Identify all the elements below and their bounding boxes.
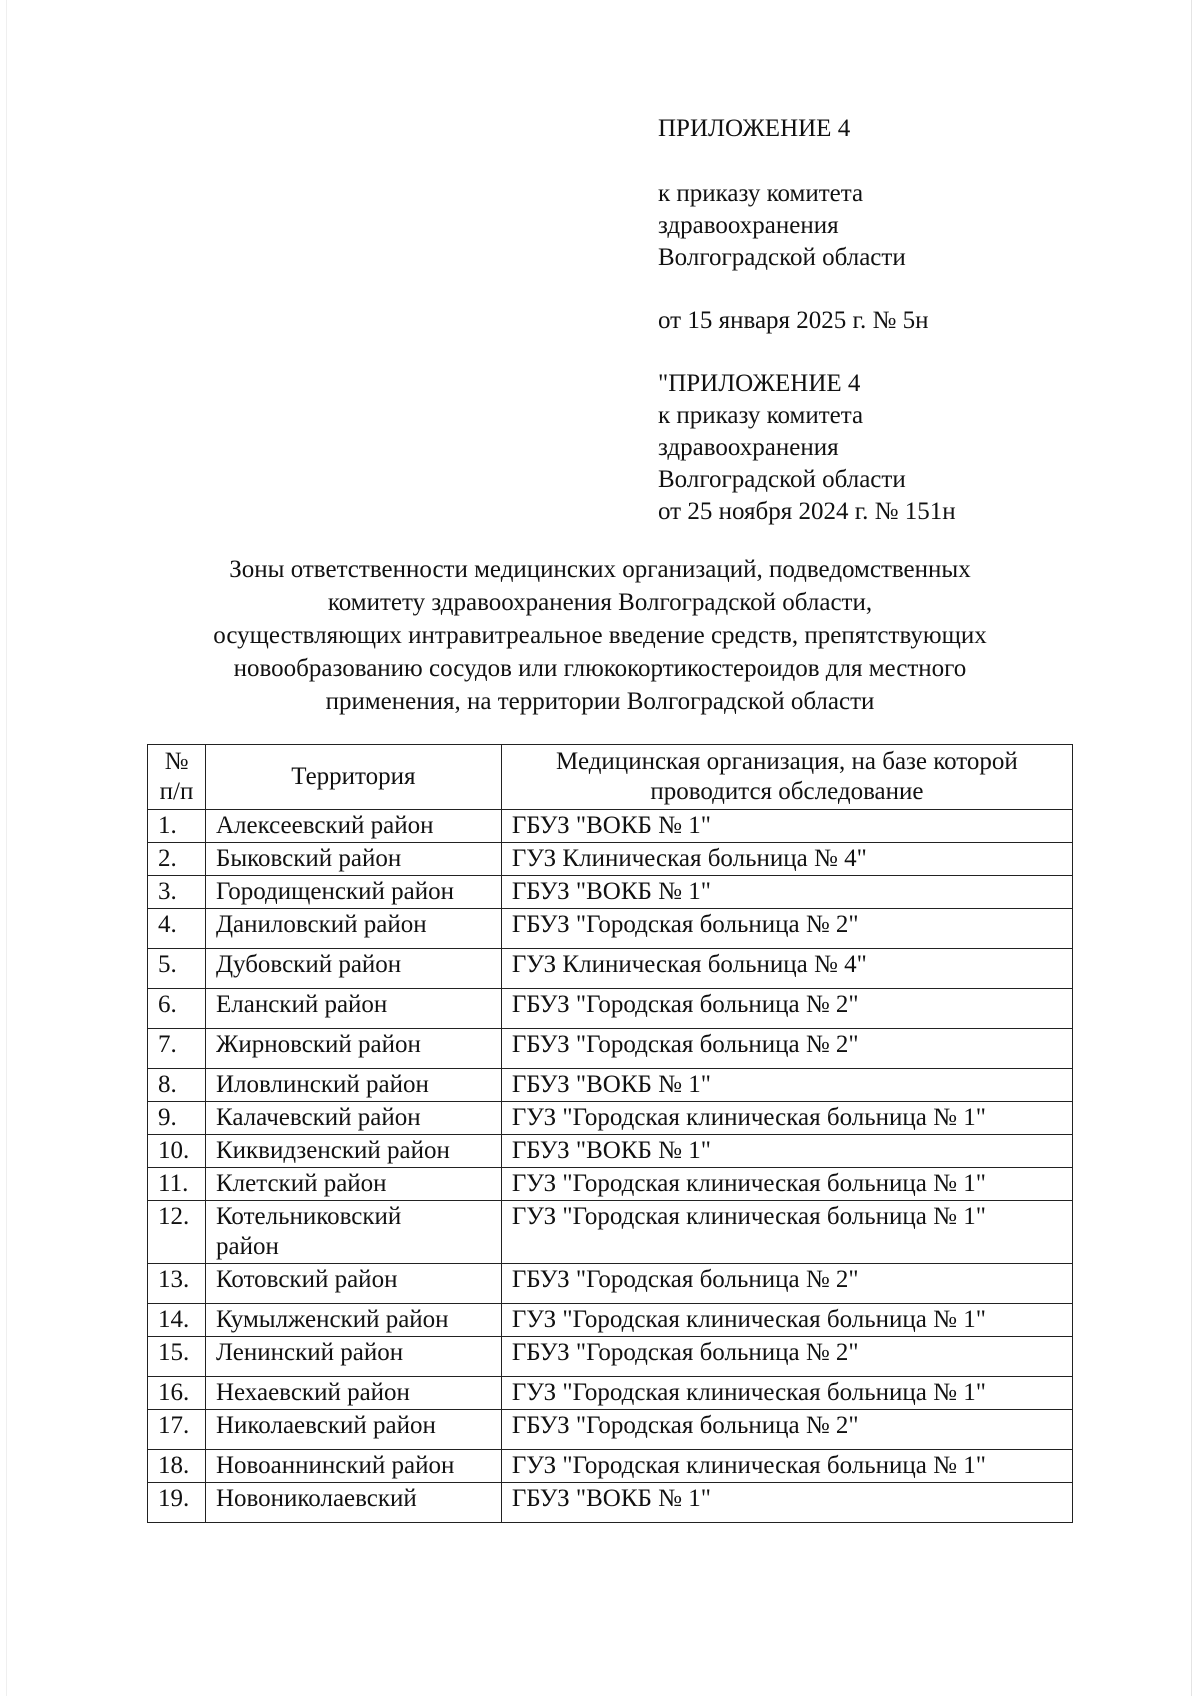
row-territory: Жирновский район bbox=[205, 1029, 501, 1069]
order-reference bbox=[658, 178, 906, 274]
row-organization: ГБУЗ "ВОКБ № 1" bbox=[501, 1483, 1072, 1523]
row-number: 7. bbox=[148, 1029, 206, 1069]
row-organization: ГБУЗ "Городская больница № 2" bbox=[501, 989, 1072, 1029]
prev-appendix-line: от 25 ноября 2024 г. № 151н bbox=[658, 498, 956, 525]
row-organization: ГУЗ "Городская клиническая больница № 1" bbox=[501, 1450, 1072, 1483]
row-organization: ГБУЗ "Городская больница № 2" bbox=[501, 1264, 1072, 1304]
row-territory: Еланский район bbox=[205, 989, 501, 1029]
row-territory: Алексеевский район bbox=[205, 810, 501, 843]
row-organization: ГБУЗ "Городская больница № 2" bbox=[501, 1337, 1072, 1377]
header-org-line1: Медицинская организация, на базе которой bbox=[556, 748, 1018, 775]
table-row bbox=[148, 876, 1073, 909]
prev-appendix-line: Волгоградской области bbox=[658, 466, 906, 493]
row-organization: ГБУЗ "Городская больница № 2" bbox=[501, 1029, 1072, 1069]
row-number: 2. bbox=[148, 843, 206, 876]
header-number-line2: п/п bbox=[159, 778, 194, 805]
table-row bbox=[148, 1410, 1073, 1450]
header-number bbox=[148, 745, 206, 810]
scan-edge-left bbox=[6, 0, 7, 1696]
header-org-line2: проводится обследование bbox=[650, 778, 924, 805]
table-row bbox=[148, 810, 1073, 843]
title-line: новообразованию сосудов или глюкокортикостероидов для местного bbox=[233, 655, 967, 682]
row-territory: Дубовский район bbox=[205, 949, 501, 989]
responsibility-zones-table bbox=[147, 744, 1073, 1523]
prev-appendix-line: "ПРИЛОЖЕНИЕ 4 bbox=[658, 370, 861, 397]
row-number: 16. bbox=[148, 1377, 206, 1410]
row-territory-line2: район bbox=[215, 1233, 279, 1260]
row-number: 13. bbox=[148, 1264, 206, 1304]
row-organization: ГБУЗ "Городская больница № 2" bbox=[501, 1410, 1072, 1450]
appendix-title-text: ПРИЛОЖЕНИЕ 4 bbox=[658, 115, 851, 142]
row-number: 14. bbox=[148, 1304, 206, 1337]
row-organization: ГУЗ Клиническая больница № 4" bbox=[501, 949, 1072, 989]
row-organization: ГБУЗ "ВОКБ № 1" bbox=[501, 1135, 1072, 1168]
table-row bbox=[148, 1483, 1073, 1523]
order-ref-line: Волгоградской области bbox=[658, 244, 906, 271]
row-territory: Котовский район bbox=[205, 1264, 501, 1304]
row-number: 3. bbox=[148, 876, 206, 909]
row-number: 8. bbox=[148, 1069, 206, 1102]
row-territory: Новоаннинский район bbox=[205, 1450, 501, 1483]
row-territory: Калачевский район bbox=[205, 1102, 501, 1135]
row-number: 1. bbox=[148, 810, 206, 843]
row-number: 10. bbox=[148, 1135, 206, 1168]
row-territory: Клетский район bbox=[205, 1168, 501, 1201]
row-territory: Новониколаевский bbox=[205, 1483, 501, 1523]
prev-appendix-line: здравоохранения bbox=[658, 434, 839, 461]
order-date-text: от 15 января 2025 г. № 5н bbox=[658, 307, 929, 334]
row-number: 12. bbox=[148, 1201, 206, 1264]
order-ref-line: к приказу комитета bbox=[658, 180, 864, 207]
table-row bbox=[148, 1337, 1073, 1377]
table-row bbox=[148, 1377, 1073, 1410]
order-ref-line: здравоохранения bbox=[658, 212, 839, 239]
row-territory: Быковский район bbox=[205, 843, 501, 876]
table-row bbox=[148, 1029, 1073, 1069]
table-row bbox=[148, 949, 1073, 989]
row-number: 15. bbox=[148, 1337, 206, 1377]
previous-appendix-reference bbox=[658, 368, 956, 528]
row-organization: ГБУЗ "ВОКБ № 1" bbox=[501, 876, 1072, 909]
row-territory: Иловлинский район bbox=[205, 1069, 501, 1102]
header-number-line1: № bbox=[164, 748, 189, 775]
prev-appendix-line: к приказу комитета bbox=[658, 402, 864, 429]
row-organization: ГУЗ "Городская клиническая больница № 1" bbox=[501, 1304, 1072, 1337]
row-organization: ГУЗ "Городская клиническая больница № 1" bbox=[501, 1102, 1072, 1135]
row-territory: Нехаевский район bbox=[205, 1377, 501, 1410]
title-line: Зоны ответственности медицинских организаций, подведомственных bbox=[229, 556, 971, 583]
row-territory: Кумылженский район bbox=[205, 1304, 501, 1337]
row-number: 18. bbox=[148, 1450, 206, 1483]
table-row bbox=[148, 1069, 1073, 1102]
row-organization: ГУЗ "Городская клиническая больница № 1" bbox=[501, 1201, 1072, 1264]
row-number: 5. bbox=[148, 949, 206, 989]
table-row bbox=[148, 1450, 1073, 1483]
table-row bbox=[148, 909, 1073, 949]
row-territory: Николаевский район bbox=[205, 1410, 501, 1450]
table-row bbox=[148, 843, 1073, 876]
table-row bbox=[148, 1102, 1073, 1135]
table-row bbox=[148, 1304, 1073, 1337]
row-organization: ГУЗ Клиническая больница № 4" bbox=[501, 843, 1072, 876]
scan-edge-right bbox=[1191, 0, 1192, 1696]
row-number: 4. bbox=[148, 909, 206, 949]
row-organization: ГУЗ "Городская клиническая больница № 1" bbox=[501, 1377, 1072, 1410]
row-territory bbox=[205, 1201, 501, 1264]
title-line: осуществляющих интравитреальное введение средств, препятствующих bbox=[213, 622, 987, 649]
header-territory: Территория bbox=[205, 745, 501, 810]
table-row bbox=[148, 1135, 1073, 1168]
row-territory: Киквидзенский район bbox=[205, 1135, 501, 1168]
title-line: применения, на территории Волгоградской области bbox=[325, 688, 875, 715]
row-territory: Городищенский район bbox=[205, 876, 501, 909]
row-territory: Даниловский район bbox=[205, 909, 501, 949]
row-organization: ГБУЗ "Городская больница № 2" bbox=[501, 909, 1072, 949]
table-row bbox=[148, 1264, 1073, 1304]
row-number: 19. bbox=[148, 1483, 206, 1523]
row-number: 11. bbox=[148, 1168, 206, 1201]
document-title bbox=[150, 553, 1050, 718]
row-number: 17. bbox=[148, 1410, 206, 1450]
table-header-row bbox=[148, 745, 1073, 810]
table-row bbox=[148, 1168, 1073, 1201]
order-date bbox=[658, 305, 928, 337]
row-number: 6. bbox=[148, 989, 206, 1029]
row-number: 9. bbox=[148, 1102, 206, 1135]
row-territory: Ленинский район bbox=[205, 1337, 501, 1377]
table-row bbox=[148, 1201, 1073, 1264]
row-organization: ГУЗ "Городская клиническая больница № 1" bbox=[501, 1168, 1072, 1201]
header-organization bbox=[501, 745, 1072, 810]
row-organization: ГБУЗ "ВОКБ № 1" bbox=[501, 810, 1072, 843]
row-territory-line1: Котельниковский bbox=[215, 1203, 402, 1230]
appendix-title bbox=[658, 113, 850, 145]
table-row bbox=[148, 989, 1073, 1029]
title-line: комитету здравоохранения Волгоградской области, bbox=[327, 589, 873, 616]
row-organization: ГБУЗ "ВОКБ № 1" bbox=[501, 1069, 1072, 1102]
